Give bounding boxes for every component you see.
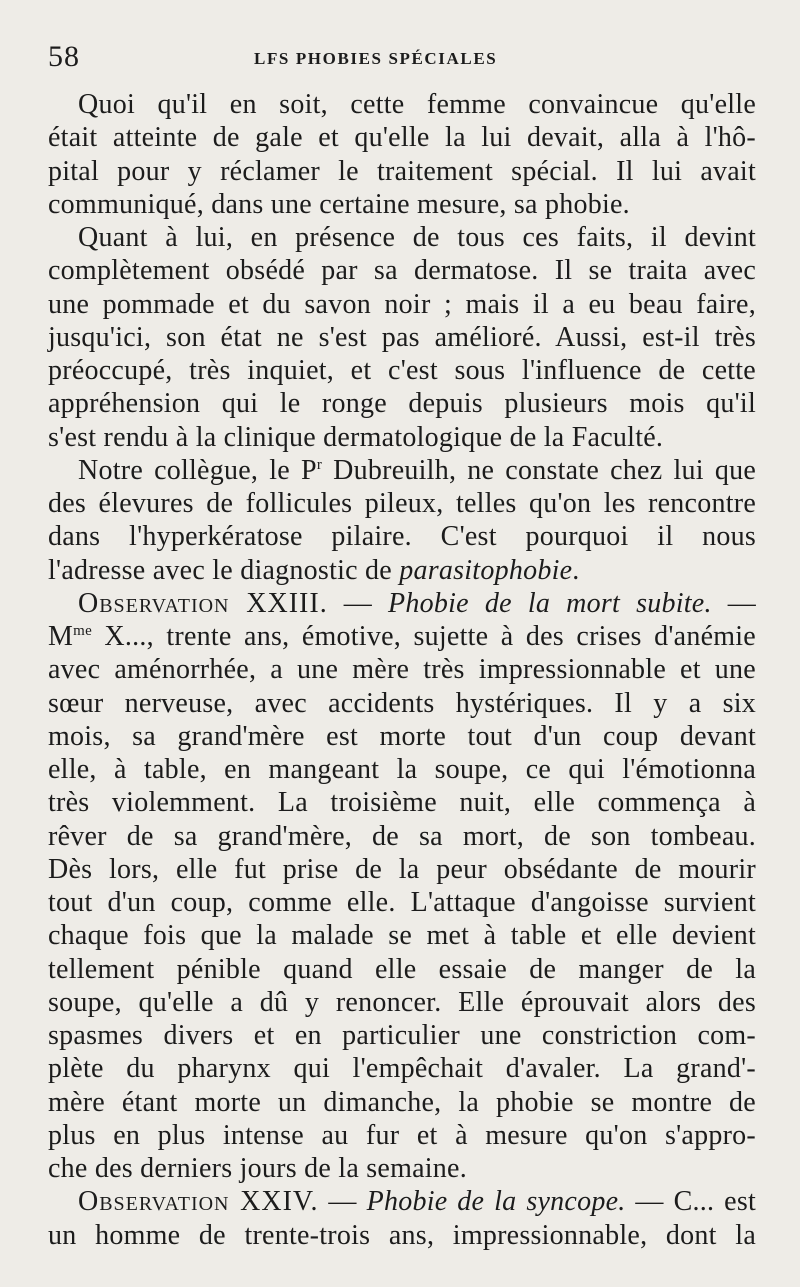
text-line: tout d'un coup, comme elle. L'attaque d'angoisse survient bbox=[48, 887, 756, 918]
text-line: une pommade et du savon noir ; mais il a eu beau faire, bbox=[48, 288, 756, 320]
text-line: Dès lors, elle fut prise de la peur obsédante de mourir bbox=[48, 853, 756, 885]
observation-label: Observation XXIII. bbox=[78, 587, 328, 619]
superscript: me bbox=[73, 623, 92, 639]
text-line: complètement obsédé par sa dermatose. Il se traita avec bbox=[48, 255, 756, 287]
observation-label: Observation XXIV. bbox=[78, 1186, 319, 1218]
text-line: soupe, qu'elle a dû y renoncer. Elle éprouvait alors des bbox=[48, 986, 756, 1018]
text-line: pital pour y réclamer le traitement spécial. Il lui avait bbox=[48, 155, 756, 187]
text-line: Quant à lui, en présence de tous ces faits, il devint bbox=[78, 222, 756, 253]
text-line: $M^{me}$ X..., trente ans, émotive, sujette à des crises d'anémie bbox=[48, 621, 756, 652]
superscript: r bbox=[316, 456, 323, 473]
text-line: tellement pénible quand elle essaie de manger de la bbox=[48, 953, 756, 985]
observation-title: Phobie de la mort subite. bbox=[388, 587, 712, 619]
text-line: très violemment. La troisième nuit, elle commença à bbox=[48, 787, 756, 819]
text-line: Notre collègue, le $P^r$ Dubreuilh, ne constate chez lui que bbox=[78, 454, 756, 486]
text-line: préoccupé, très inquiet, et c'est sous l'influence de cette bbox=[48, 355, 756, 386]
text-line: sœur nerveuse, avec accidents hystériques. Il y a six bbox=[48, 687, 756, 719]
text-line: avec aménorrhée, a une mère très impressionnable et une bbox=[48, 654, 756, 686]
text-line: Quoi qu'il en soit, cette femme convaincue qu'elle bbox=[78, 89, 756, 120]
observation-heading: Observation XXIV. — Phobie de la syncope. — C... est bbox=[78, 1186, 757, 1218]
text-line: mère étant morte un dimanche, la phobie se montre de bbox=[48, 1086, 756, 1118]
body-text bbox=[48, 88, 756, 1252]
text-line: était atteinte de gale et qu'elle la lui devait, alla à l'hô- bbox=[48, 122, 756, 154]
text-line: plus en plus intense au fur et à mesure qu'on s'appro- bbox=[48, 1119, 756, 1151]
text-line: che des derniers jours de la semaine. bbox=[48, 1153, 467, 1184]
text-line: spasmes divers et en particulier une constriction com- bbox=[48, 1020, 756, 1051]
text-line: communiqué, dans une certaine mesure, sa phobie. bbox=[48, 188, 630, 220]
text-line: rêver de sa grand'mère, de sa mort, de son tombeau. bbox=[48, 820, 756, 852]
text-line: elle, à table, en mangeant la soupe, ce qui l'émotionna bbox=[48, 754, 756, 785]
text-line: mois, sa grand'mère est morte tout d'un coup devant bbox=[48, 720, 756, 752]
italic-term: parasitophobie bbox=[399, 554, 573, 586]
text-line: s'est rendu à la clinique dermatologique de la Faculté. bbox=[48, 421, 664, 453]
text-line: des élevures de follicules pileux, telles qu'on les rencontre bbox=[48, 488, 756, 519]
running-head: LFS PHOBIES SPÉCIALES bbox=[254, 49, 498, 68]
text-line: chaque fois que la malade se met à table et elle devient bbox=[48, 920, 756, 952]
observation-title: Phobie de la syncope. bbox=[366, 1186, 626, 1218]
text-line: un homme de trente-trois ans, impressionnable, dont la bbox=[48, 1219, 756, 1251]
page-number: 58 bbox=[48, 40, 80, 73]
observation-heading: Observation XXIII. — Phobie de la mort subite. — bbox=[78, 587, 757, 619]
page-header bbox=[48, 40, 760, 80]
text-line: dans l'hyperkératose pilaire. C'est pourquoi il nous bbox=[48, 521, 756, 553]
text-line: jusqu'ici, son état ne s'est pas amélioré. Aussi, est-il très bbox=[48, 321, 756, 353]
text-line: l'adresse avec le diagnostic de parasitophobie. bbox=[48, 554, 580, 586]
text-line: plète du pharynx qui l'empêchait d'avaler. La grand'- bbox=[48, 1053, 756, 1085]
text-line: appréhension qui le ronge depuis plusieurs mois qu'il bbox=[48, 388, 756, 420]
